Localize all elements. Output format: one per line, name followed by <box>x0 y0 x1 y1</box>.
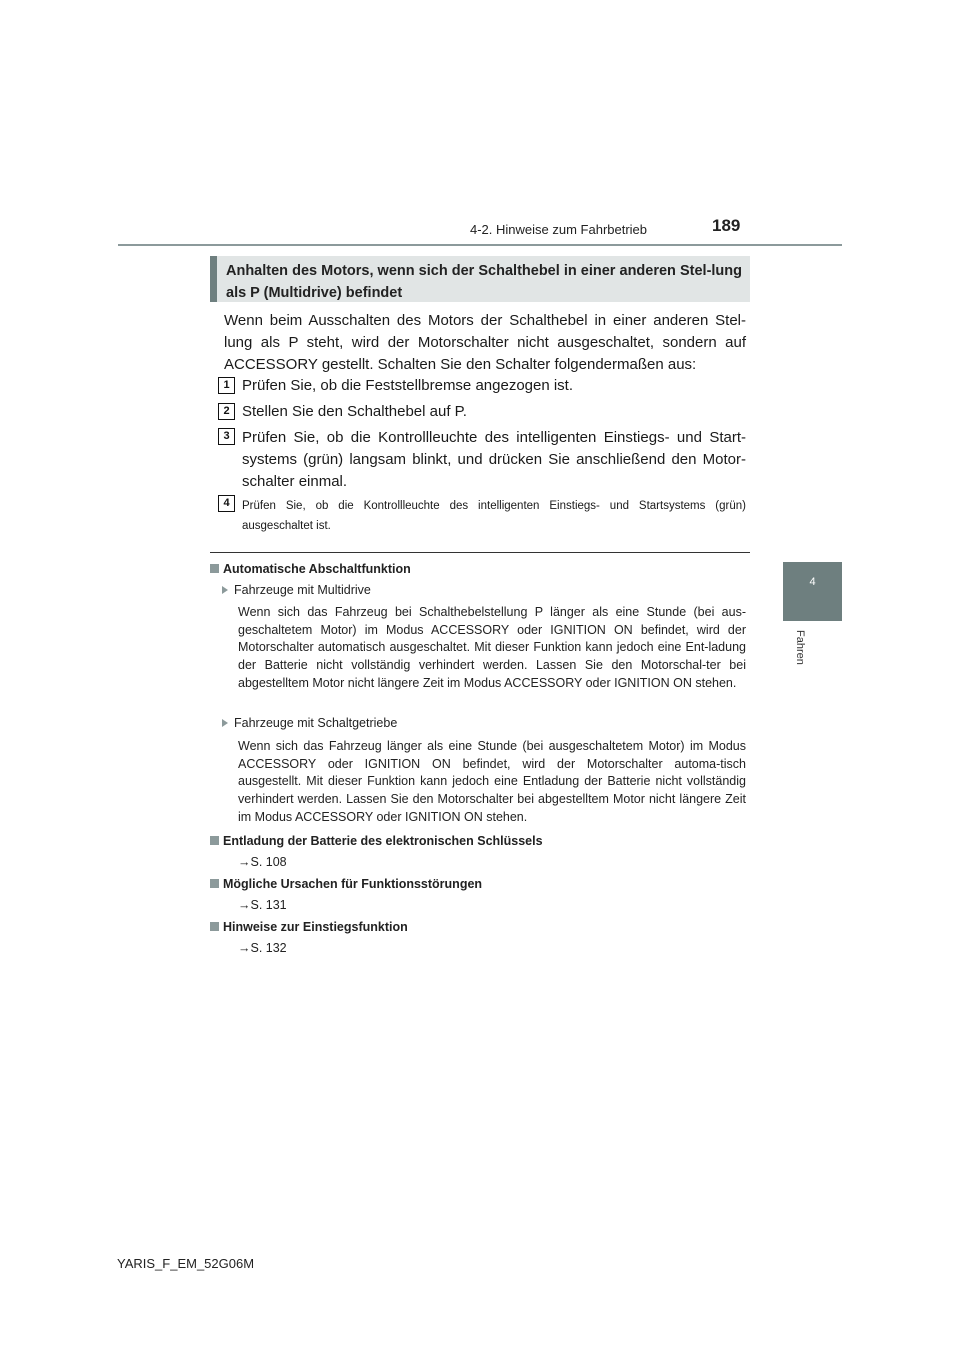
chapter-label: Fahren <box>794 630 806 665</box>
causes-heading: Mögliche Ursachen für Funktionsstörungen <box>210 877 482 891</box>
step-text-3: Prüfen Sie, ob die Kontrollleuchte des intelligenten Einstiegs- und Start-systems (grün) langsam blinkt, und drücken Sie anschließend den Motor-schalter einmal. <box>242 429 746 490</box>
square-bullet-icon <box>210 836 219 845</box>
document-code-footer: YARIS_F_EM_52G06M <box>117 1256 255 1271</box>
manual-subheading: Fahrzeuge mit Schaltgetriebe <box>222 716 397 730</box>
step-number-2: 2 <box>218 403 235 420</box>
step-text-2: Stellen Sie den Schalthebel auf P. <box>242 403 467 420</box>
square-bullet-icon <box>210 564 219 573</box>
intro-paragraph: Wenn beim Ausschalten des Motors der Schalthebel in einer anderen Stel-lung als P steht, wird der Motorschalter nicht ausgeschaltet, sondern auf ACCESSORY gestellt. Schalten Sie den Schalter folgendermaßen aus: <box>224 312 746 373</box>
battery-page-ref[interactable]: →S. 108 <box>238 855 287 869</box>
triangle-bullet-icon <box>222 719 228 727</box>
chapter-tab[interactable]: 4 <box>783 562 842 621</box>
multidrive-text: Wenn sich das Fahrzeug bei Schalthebelstellung P länger als eine Stunde (bei aus-geschaltetem Motor) im Modus ACCESSORY oder IGNITION ON befindet, wird der Motorschalter automatisch ausgeschaltet. Mit dieser Funktion kann jedoch eine Ent-ladung der Batterie nicht vollständig verhindert werden. Lassen Sie den Motorschal-ter bei abgestelltem Motor nicht längere Zeit im Modus ACCESSORY oder IGNITION ON stehen. <box>238 605 746 690</box>
causes-page-ref[interactable]: →S. 131 <box>238 898 287 912</box>
step-text-4: Prüfen Sie, ob die Kontrollleuchte des intelligenten Einstiegs- und Startsystems (grün) ausgeschaltet ist. <box>242 500 746 532</box>
entry-page-ref[interactable]: →S. 132 <box>238 941 287 955</box>
auto-off-heading: Automatische Abschaltfunktion <box>210 562 411 576</box>
step-number-1: 1 <box>218 377 235 394</box>
multidrive-subheading: Fahrzeuge mit Multidrive <box>222 583 371 597</box>
section-header: 4-2. Hinweise zum Fahrbetrieb <box>470 222 648 237</box>
box-heading: Anhalten des Motors, wenn sich der Schalthebel in einer anderen Stel-lung als P (Multidrive) befindet <box>210 256 750 302</box>
square-bullet-icon <box>210 922 219 931</box>
step-number-4: 4 <box>218 495 235 512</box>
section-divider <box>210 552 750 553</box>
triangle-bullet-icon <box>222 586 228 594</box>
step-text-1: Prüfen Sie, ob die Feststellbremse angezogen ist. <box>242 377 574 394</box>
square-bullet-icon <box>210 879 219 888</box>
step-number-3: 3 <box>218 428 235 445</box>
header-rule <box>118 244 842 246</box>
battery-heading: Entladung der Batterie des elektronischen Schlüssels <box>210 834 543 848</box>
manual-text: Wenn sich das Fahrzeug länger als eine Stunde (bei ausgeschaltetem Motor) im Modus ACCESSORY oder IGNITION ON befindet, wird der Motorschalter automa-tisch ausgestellt. Mit dieser Funktion kann jedoch eine Entladung der Batterie nicht vollständig verhindert werden. Lassen Sie den Motorschalter bei abgestelltem Motor nicht längere Zeit im Modus ACCESSORY oder IGNITION ON stehen. <box>238 739 746 824</box>
entry-heading: Hinweise zur Einstiegsfunktion <box>210 920 408 934</box>
page-number: 189 <box>712 216 741 235</box>
